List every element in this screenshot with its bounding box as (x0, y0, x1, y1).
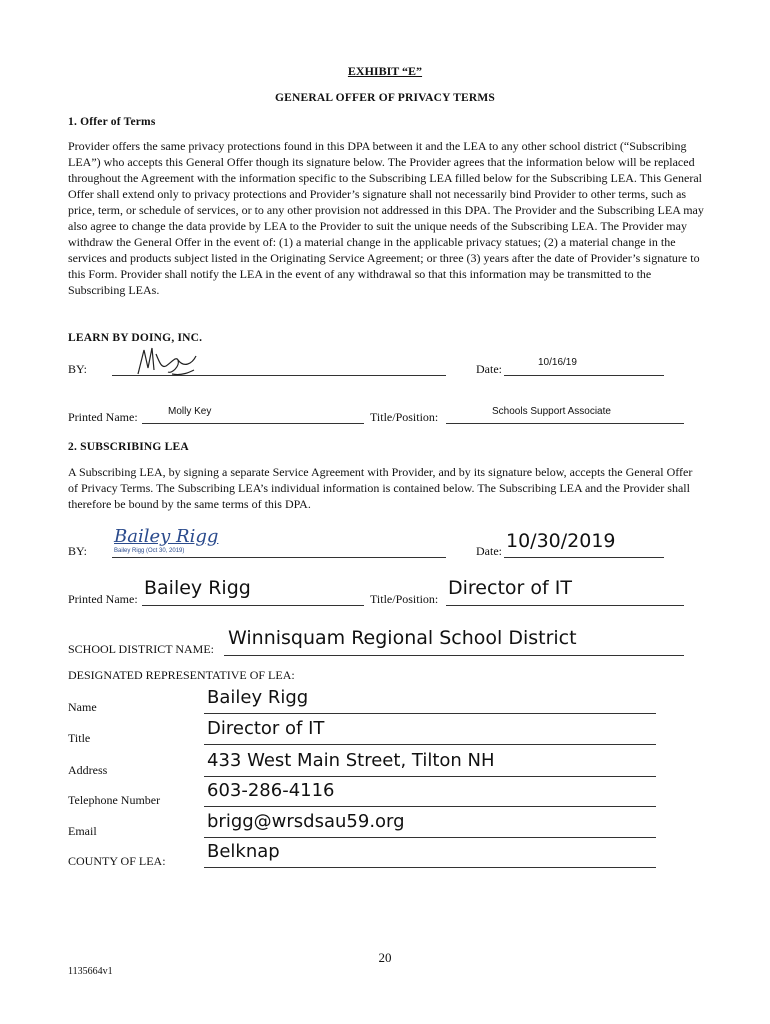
rep-address-label: Address (68, 763, 108, 777)
lea-printed-name-value: Bailey Rigg (144, 577, 251, 599)
rep-email-line[interactable] (204, 837, 656, 838)
provider-printed-name-label: Printed Name: (68, 410, 138, 424)
designated-rep-label: DESIGNATED REPRESENTATIVE OF LEA: (68, 668, 295, 682)
rep-telephone-label: Telephone Number (68, 793, 161, 807)
provider-date-line[interactable] (504, 375, 664, 376)
provider-by-label: BY: (68, 362, 87, 376)
lea-printed-name-line[interactable] (142, 605, 364, 606)
rep-email-value: brigg@wrsdsau59.org (207, 811, 405, 832)
county-value: Belknap (207, 841, 280, 862)
rep-name-label: Name (68, 700, 97, 714)
rep-name-line[interactable] (204, 713, 656, 714)
rep-address-line[interactable] (204, 776, 656, 777)
rep-telephone-line[interactable] (204, 806, 656, 807)
section-2-paragraph: A Subscribing LEA, by signing a separate Service Agreement with Provider, and by its signature below, accepts the General Offer of Privacy Terms. The Subscribing LEA’s individual information is contained below. The Subscribing LEA and the Provider shall therefore be bound by the same terms of this DPA. (68, 465, 693, 511)
rep-email-label: Email (68, 824, 97, 838)
provider-printed-name-value: Molly Key (168, 406, 212, 417)
county-line[interactable] (204, 867, 656, 868)
lea-date-value: 10/30/2019 (506, 530, 616, 552)
lea-title-label: Title/Position: (370, 592, 439, 606)
district-name-value: Winnisquam Regional School District (228, 627, 577, 649)
lea-by-label: BY: (68, 544, 87, 558)
provider-date-value: 10/16/19 (538, 357, 577, 368)
lea-signature-caption: Bailey Rigg (Oct 30, 2019) (114, 548, 185, 554)
section-1-heading: 1. Offer of Terms (68, 116, 156, 128)
rep-title-line[interactable] (204, 744, 656, 745)
lea-date-label: Date: (476, 544, 502, 558)
rep-telephone-value: 603-286-4116 (207, 780, 335, 801)
lea-title-value: Director of IT (448, 577, 572, 599)
document-id: 1135664v1 (68, 966, 113, 977)
rep-title-label: Title (68, 731, 91, 745)
rep-title-value: Director of IT (207, 718, 325, 739)
section-1-paragraph: Provider offers the same privacy protections found in this DPA between it and the LEA to any other school district (“Subscribing LEA”) who accepts this General Offer though its signature below. The Provider agrees that the information below will be replaced throughout the Agreement with the information specific to the Subscribing LEA filled below for the Subscribing LEA. This General Offer shall extend only to privacy protections and Provider’s signature shall not necessarily bind Provider to other terms, such as price, term, or schedule of services, or to any other provision not addressed in this DPA. The Provider and the Subscribing LEA may also agree to change the data provide by LEA to the Provider to suit the unique needs of the Subscribing LEA. The Provider may withdraw the General Offer in the event of: (1) a material change in the applicable privacy statues; (2) a material change in the services and products subject listed in the Originating Service Agreement; or three (3) years after the date of Provider’s signature to this Form. Provider shall notify the LEA in the event of any withdrawal so that this information may be transmitted to the Subscribing LEAs. (68, 139, 704, 297)
page-subtitle: GENERAL OFFER OF PRIVACY TERMS (274, 92, 496, 104)
provider-title-line[interactable] (446, 423, 684, 424)
provider-signature-image (132, 344, 202, 380)
provider-date-label: Date: (476, 362, 502, 376)
exhibit-title: EXHIBIT “E” (347, 64, 423, 78)
county-label: COUNTY OF LEA: (68, 854, 166, 868)
provider-company-name: LEARN BY DOING, INC. (68, 332, 203, 344)
page-number: 20 (378, 950, 392, 965)
rep-name-value: Bailey Rigg (207, 687, 309, 708)
lea-date-line[interactable] (504, 557, 664, 558)
lea-signature: Bailey Rigg (114, 526, 219, 547)
rep-address-value: 433 West Main Street, Tilton NH (207, 750, 495, 771)
district-name-label: SCHOOL DISTRICT NAME: (68, 642, 215, 656)
provider-title-label: Title/Position: (370, 410, 439, 424)
provider-printed-name-line[interactable] (142, 423, 364, 424)
lea-title-line[interactable] (446, 605, 684, 606)
section-2-heading: 2. SUBSCRIBING LEA (68, 441, 189, 453)
district-name-line[interactable] (224, 655, 684, 656)
lea-signature-line[interactable] (112, 557, 446, 558)
provider-title-value: Schools Support Associate (492, 406, 611, 417)
lea-printed-name-label: Printed Name: (68, 592, 138, 606)
